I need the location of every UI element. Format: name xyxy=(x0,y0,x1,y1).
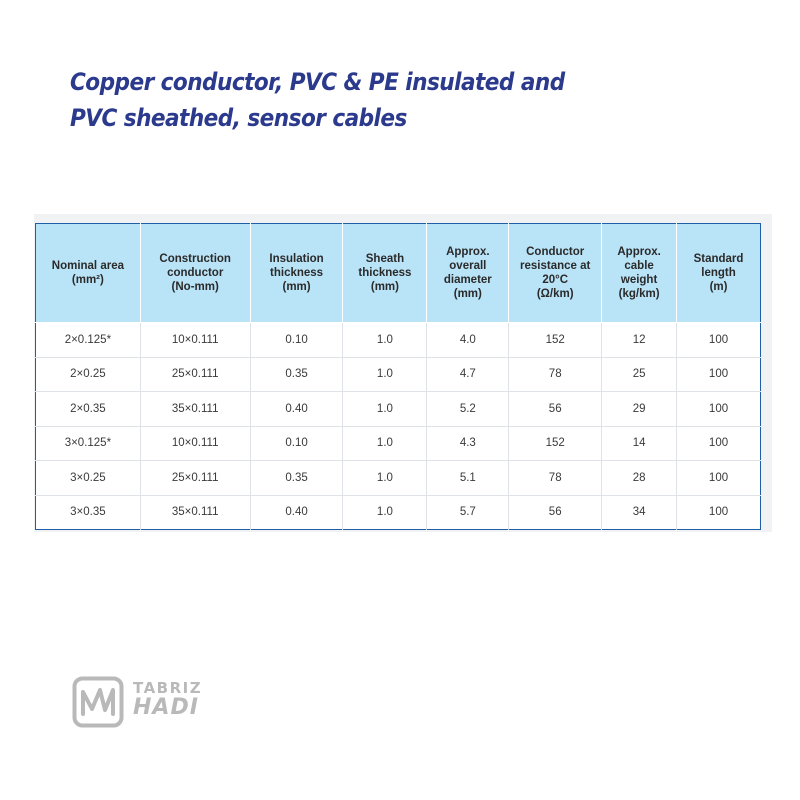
table-row xyxy=(36,357,761,392)
table-cell: 25×0.111 xyxy=(140,461,250,496)
table-cell: 25 xyxy=(602,357,677,392)
column-header-line: resistance at xyxy=(520,260,591,272)
table-cell: 152 xyxy=(509,323,602,358)
column-header-6 xyxy=(602,224,677,323)
table-cell: 0.10 xyxy=(250,426,343,461)
table-header xyxy=(36,224,761,323)
table-cell: 3×0.35 xyxy=(36,495,141,530)
table-cell: 35×0.111 xyxy=(140,392,250,427)
table-cell: 0.40 xyxy=(250,495,343,530)
table-cell: 3×0.125* xyxy=(36,426,141,461)
table-cell: 14 xyxy=(602,426,677,461)
column-header-line: Approx. xyxy=(446,246,490,258)
column-header-line: conductor xyxy=(167,267,224,279)
column-header-line: Approx. xyxy=(617,246,661,258)
table-cell: 152 xyxy=(509,426,602,461)
table-cell: 1.0 xyxy=(343,392,427,427)
column-header-line: (mm) xyxy=(370,281,399,293)
logo-text-hadi: HADI xyxy=(133,695,199,720)
column-header-1 xyxy=(140,224,250,323)
table-body xyxy=(36,323,761,530)
table-cell: 25×0.111 xyxy=(140,357,250,392)
table-cell: 100 xyxy=(677,495,761,530)
column-header-line: (mm) xyxy=(282,281,311,293)
table-cell: 1.0 xyxy=(343,357,427,392)
table-row xyxy=(36,323,761,358)
column-header-0 xyxy=(36,224,141,323)
table-cell: 4.7 xyxy=(427,357,509,392)
cable-spec-table xyxy=(35,223,761,530)
table-cell: 56 xyxy=(509,495,602,530)
column-header-line: Standard xyxy=(693,253,744,265)
table-cell: 100 xyxy=(677,357,761,392)
table-cell: 4.0 xyxy=(427,323,509,358)
header-row xyxy=(36,224,761,323)
table-cell: 10×0.111 xyxy=(140,323,250,358)
column-header-line: weight xyxy=(620,274,658,286)
table-cell: 0.35 xyxy=(250,461,343,496)
table-cell: 56 xyxy=(509,392,602,427)
column-header-4 xyxy=(427,224,509,323)
column-header-line: (mm) xyxy=(453,288,482,300)
table-cell: 5.7 xyxy=(427,495,509,530)
table-cell: 3×0.25 xyxy=(36,461,141,496)
column-header-line: Construction xyxy=(159,253,231,265)
column-header-line: (m) xyxy=(709,281,728,293)
company-logo xyxy=(72,676,232,730)
table-cell: 2×0.125* xyxy=(36,323,141,358)
column-header-line: diameter xyxy=(443,274,492,286)
table-cell: 34 xyxy=(602,495,677,530)
column-header-5 xyxy=(509,224,602,323)
table-cell: 1.0 xyxy=(343,461,427,496)
column-header-2 xyxy=(250,224,343,323)
table-cell: 35×0.111 xyxy=(140,495,250,530)
column-header-line: overall xyxy=(449,260,487,272)
table-cell: 5.1 xyxy=(427,461,509,496)
logo-mark-icon xyxy=(72,676,124,728)
table-row xyxy=(36,495,761,530)
title-line-1: Copper conductor, PVC & PE insulated and xyxy=(70,68,565,96)
column-header-line: Insulation xyxy=(269,253,324,265)
title-line-2: PVC sheathed, sensor cables xyxy=(70,104,407,132)
column-header-7 xyxy=(677,224,761,323)
column-header-line: cable xyxy=(624,260,654,272)
table-cell: 100 xyxy=(677,426,761,461)
table-cell: 78 xyxy=(509,357,602,392)
table-row xyxy=(36,461,761,496)
table-cell: 4.3 xyxy=(427,426,509,461)
table-cell: 1.0 xyxy=(343,323,427,358)
column-header-line: thickness xyxy=(270,267,324,279)
table-cell: 0.35 xyxy=(250,357,343,392)
column-header-line: (kg/km) xyxy=(618,288,660,300)
table-cell: 100 xyxy=(677,461,761,496)
column-header-line: thickness xyxy=(358,267,412,279)
column-header-3 xyxy=(343,224,427,323)
table-cell: 0.10 xyxy=(250,323,343,358)
column-header-line: Sheath xyxy=(365,253,405,265)
table-cell: 10×0.111 xyxy=(140,426,250,461)
table-cell: 12 xyxy=(602,323,677,358)
table-cell: 100 xyxy=(677,323,761,358)
table-cell: 100 xyxy=(677,392,761,427)
page-title xyxy=(70,64,646,136)
table-row xyxy=(36,426,761,461)
table-cell: 2×0.35 xyxy=(36,392,141,427)
table-cell: 0.40 xyxy=(250,392,343,427)
column-header-line: Conductor xyxy=(526,246,585,258)
table-row xyxy=(36,392,761,427)
logo-text-tabriz: TABRIZ xyxy=(133,679,203,697)
column-header-line: (Ω/km) xyxy=(536,288,574,300)
column-header-line: (mm²) xyxy=(71,274,104,286)
table-cell: 78 xyxy=(509,461,602,496)
table-cell: 5.2 xyxy=(427,392,509,427)
table-cell: 1.0 xyxy=(343,495,427,530)
column-header-line: length xyxy=(701,267,736,279)
column-header-line: Nominal area xyxy=(51,260,124,272)
table-cell: 2×0.25 xyxy=(36,357,141,392)
column-header-line: 20°C xyxy=(542,274,569,286)
table-cell: 1.0 xyxy=(343,426,427,461)
column-header-line: (No-mm) xyxy=(171,281,219,293)
table-cell: 29 xyxy=(602,392,677,427)
table-cell: 28 xyxy=(602,461,677,496)
